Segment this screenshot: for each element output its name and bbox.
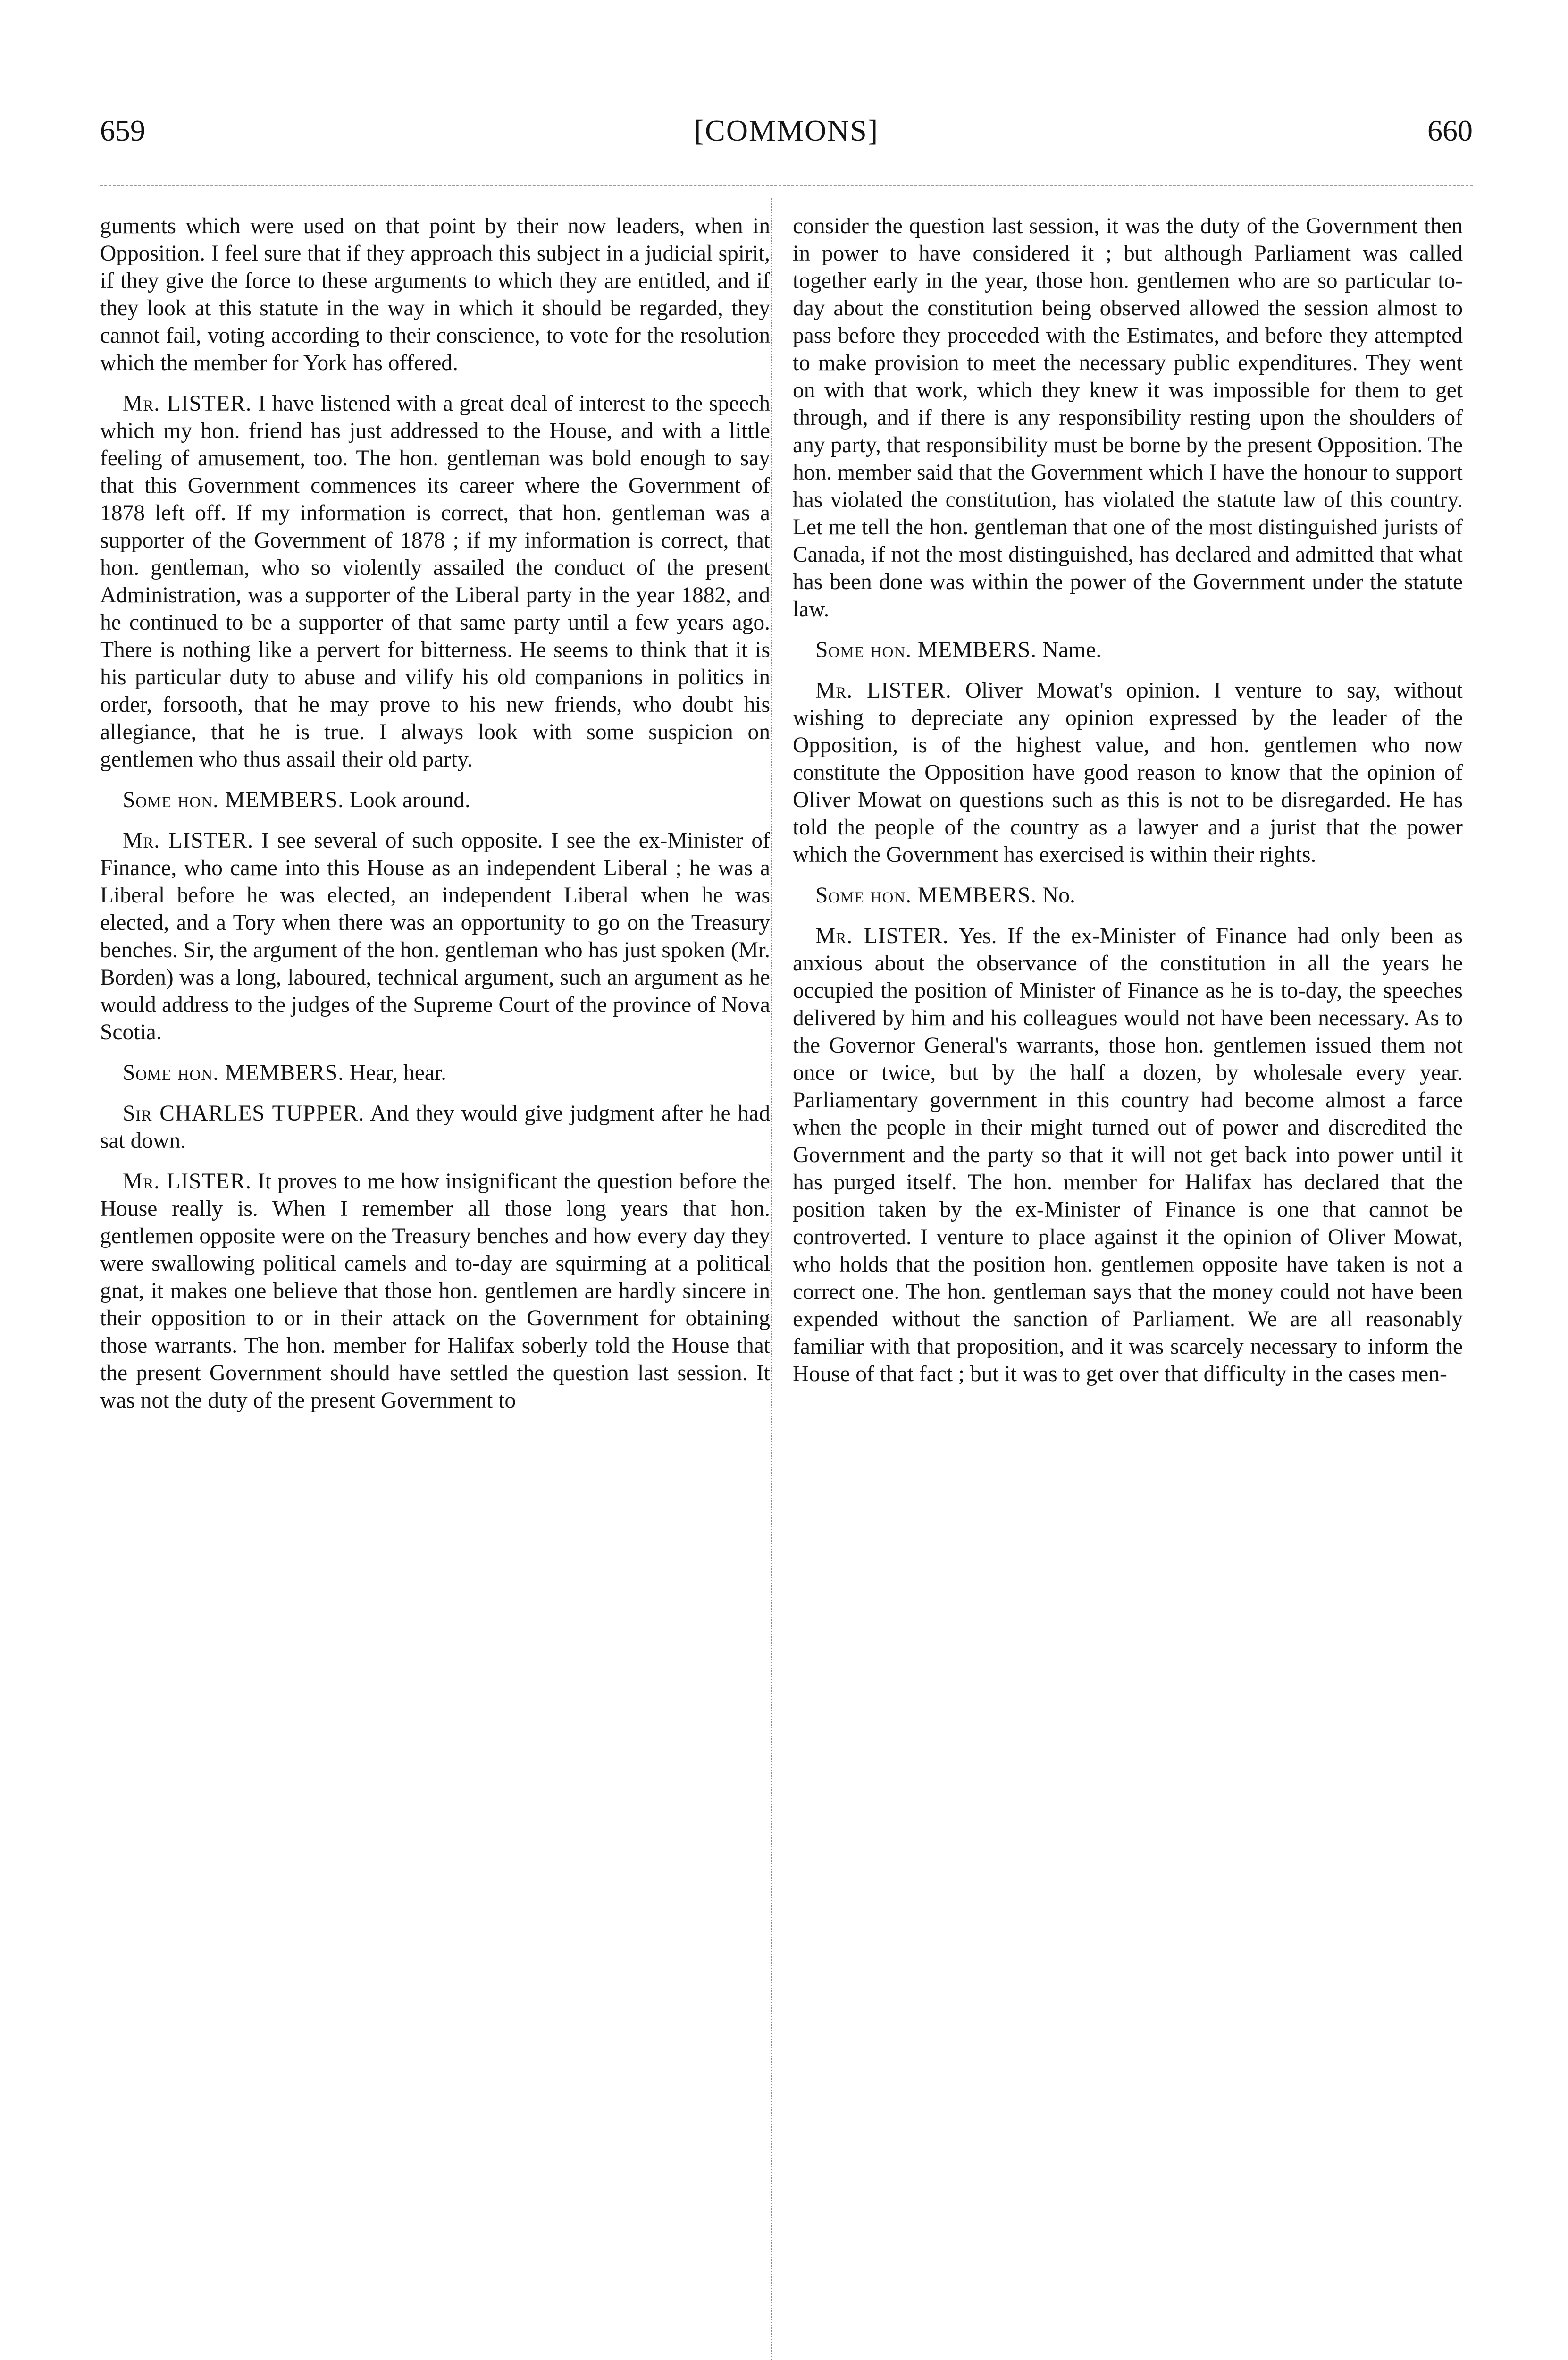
paragraph bbox=[793, 922, 1463, 1388]
paragraph-text: It proves to me how insignificant the question before the House really is. When I remember all those long years that hon. gentlemen opposite were on the Treasury benches and how every day they were swallowing political camels and to-day are squirming at a political gnat, it makes one believe that those hon. gentlemen are hardly sincere in their opposition to or in their attack on the Government for obtaining those warrants. The hon. member for Halifax soberly told the House that the present Government should have settled the question last session. It was not the duty of the present Government to bbox=[100, 1169, 770, 1413]
speaker-name: Mr. LISTER. bbox=[123, 828, 254, 853]
paragraph-text: Oliver Mowat's opinion. I venture to say, without wishing to depreciate any opinion expressed by the leader of the Opposition, is of the highest value, and hon. gentlemen who now constitute the Opposition have good reason to know that the opinion of Oliver Mowat on questions such as this is not to be disregarded. He has told the people of the country as a lawyer and a jurist that the power which the Government has exercised is within their rights. bbox=[793, 678, 1463, 867]
paragraph bbox=[793, 677, 1463, 868]
page-number-right: 660 bbox=[1427, 114, 1473, 147]
speaker-name: Mr. LISTER. bbox=[815, 924, 949, 948]
paragraph bbox=[100, 1059, 770, 1087]
speaker-name: Mr. LISTER. bbox=[815, 678, 952, 703]
speaker-name: Some hon. MEMBERS. bbox=[123, 1061, 344, 1085]
paragraph-text: Hear, hear. bbox=[349, 1061, 447, 1085]
paragraph bbox=[100, 212, 770, 377]
page-header bbox=[100, 110, 1473, 152]
paragraph bbox=[100, 786, 770, 814]
speaker-name: Some hon. MEMBERS. bbox=[815, 638, 1037, 662]
paragraph bbox=[100, 827, 770, 1046]
speaker-name: Mr. LISTER. bbox=[123, 391, 252, 416]
paragraph-text: guments which were used on that point by their now leaders, when in Opposition. I feel sure that if they approach this subject in a judicial spirit, if they give the force to these arguments to which they are entitled, and if they look at this statute in the way in which it should be regarded, they cannot fail, voting according to their conscience, to vote for the resolution which the member for York has offered. bbox=[100, 214, 770, 375]
column-divider bbox=[771, 198, 772, 2360]
speaker-name: Mr. LISTER. bbox=[123, 1169, 252, 1194]
paragraph bbox=[100, 1100, 770, 1155]
paragraph-text: No. bbox=[1042, 883, 1075, 908]
page-number-left: 659 bbox=[100, 114, 145, 147]
speaker-name: Sir CHARLES TUPPER. bbox=[123, 1101, 365, 1126]
paragraph bbox=[100, 390, 770, 773]
paragraph-text: I have listened with a great deal of interest to the speech which my hon. friend has just addressed to the House, and with a little feeling of amusement, too. The hon. gentleman was bold enough to say that this Government commences its career where the Government of 1878 left off. If my information is correct, that hon. gentleman was a supporter of the Government of 1878 ; if my information is correct, that hon. gentleman, who so violently assailed the conduct of the present Administration, was a supporter of the Liberal party in the year 1882, and he continued to be a supporter of that same party until a few years ago. There is nothing like a pervert for bitterness. He seems to think that it is his particular duty to abuse and vilify his old companions in politics in order, forsooth, that he may prove to his new friends, who doubt his allegiance, that he is true. I always look with some suspicion on gentlemen who thus assail their old party. bbox=[100, 391, 770, 772]
paragraph bbox=[100, 1168, 770, 1414]
paragraph-text: And they would give judgment after he had sat down. bbox=[100, 1101, 771, 1153]
paragraph-text: I see several of such opposite. I see the ex-Minister of Finance, who came into this House as an independent Liberal ; he was a Liberal before he was elected, an independent Liberal when he was elected, and a Tory when there was an opportunity to go on the Treasury benches. Sir, the argument of the hon. gentleman who has just spoken (Mr. Borden) was a long, laboured, technical argument, such an argument as he would address to the judges of the Supreme Court of the province of Nova Scotia. bbox=[100, 828, 771, 1045]
speaker-name: Some hon. MEMBERS. bbox=[815, 883, 1037, 908]
right-column bbox=[793, 212, 1463, 1401]
header-rule bbox=[100, 185, 1473, 186]
left-column bbox=[100, 212, 770, 1427]
speaker-name: Some hon. MEMBERS. bbox=[123, 788, 344, 812]
paragraph bbox=[793, 882, 1463, 909]
paragraph-text: consider the question last session, it was the duty of the Government then in power to have considered it ; but although Parliament was called together early in the year, those hon. gentlemen who are so particular to-day about the constitution being observed allowed the session almost to pass before they proceeded with the Estimates, and before they attempted to make provision to meet the necessary public expenditures. They went on with that work, which they knew it was impossible for them to get through, and if there is any responsibility resting upon the shoulders of any party, that responsibility must be borne by the present Opposition. The hon. member said that the Government which I have the honour to support has violated the constitution, has violated the statute law of this country. Let me tell the hon. gentleman that one of the most distinguished jurists of Canada, if not the most distinguished, has declared and admitted that what has been done was within the power of the Government under the statute law. bbox=[793, 214, 1463, 622]
page-title: [COMMONS] bbox=[694, 114, 879, 147]
paragraph-text: Look around. bbox=[349, 788, 470, 812]
paragraph bbox=[793, 212, 1463, 623]
paragraph bbox=[793, 636, 1463, 664]
paragraph-text: Name. bbox=[1042, 638, 1102, 662]
paragraph-text: Yes. If the ex-Minister of Finance had only been as anxious about the observance of the constitution in all the years he occupied the position of Minister of Finance as he is to-day, the speeches delivered by him and his colleagues would not have been necessary. As to the Governor General's warrants, those hon. gentlemen issued them not once or twice, but by the half a dozen, by wholesale every year. Parliamentary government in this country had become almost a farce when the people in their might turned out of power and discredited the Government and the party so that it will not get back into power until it has purged itself. The hon. member for Halifax has declared that the position taken by the ex-Minister of Finance is one that cannot be controverted. I venture to place against it the opinion of Oliver Mowat, who holds that the position hon. gentlemen opposite have taken is not a correct one. The hon. gentleman says that the money could not have been expended without the sanction of Parliament. We are all reasonably familiar with that proposition, and it was scarcely necessary to inform the House of that fact ; but it was to get over that difficulty in the cases men- bbox=[793, 924, 1463, 1386]
